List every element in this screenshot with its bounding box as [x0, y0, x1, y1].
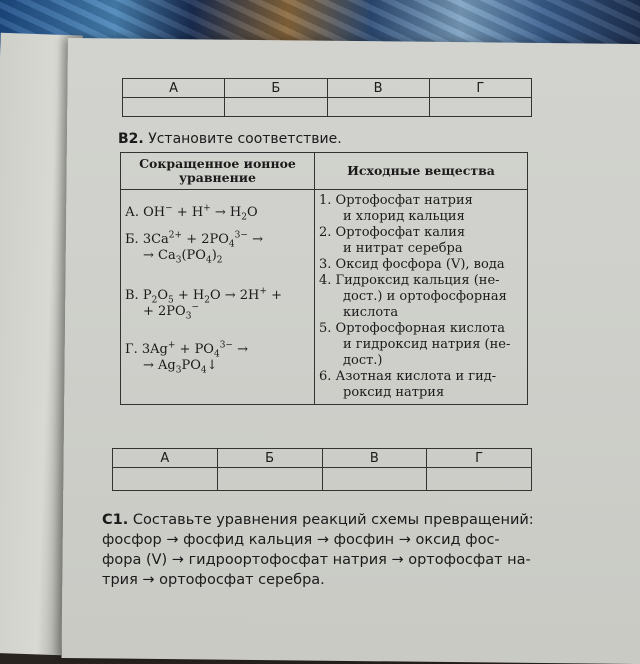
source-4-cont2: кислота [343, 305, 399, 320]
answer-header-v: В [322, 449, 427, 468]
task-c1-line-2: фосфор → фосфид кальция → фосфин → оксид фос- [102, 532, 500, 548]
answer-cell-v [322, 468, 427, 491]
source-2: 2. Ортофосфат калия [319, 225, 466, 240]
answer-table-bottom [112, 448, 532, 491]
answer-cell-v [327, 98, 429, 117]
right-column-header: Исходные вещества [315, 153, 528, 190]
task-b2-heading [118, 131, 342, 147]
answer-header-a: А [123, 79, 225, 98]
equation-b: Б. $3Ca^{2+} + 2PO_4^{3-}$ → → $Ca_3(PO_4)_2$ [125, 230, 263, 266]
source-4-cont: дост.) и ортофосфорная [343, 289, 507, 304]
source-2-cont: и нитрат серебра [343, 241, 463, 256]
answer-header-v: В [327, 79, 429, 98]
equation-g: Г. $3Ag^+ + PO_4^{3-}$ → → $Ag_3PO_4↓$ [125, 340, 249, 376]
task-c1-line-4: трия → ортофосфат серебра. [102, 572, 325, 588]
sources-cell [315, 190, 528, 405]
equation-v: В. $P_2O_5 + H_2O \to 2H^+$ + + $2PO_3^-$ [125, 286, 282, 322]
task-c1-number: С1. [102, 512, 129, 528]
task-b2-instruction: Установите соответствие. [148, 131, 342, 147]
left-column-header: Сокращенное ионное уравнение [121, 153, 315, 190]
answer-header-a: А [113, 449, 218, 468]
source-4: 4. Гидроксид кальция (не- [319, 273, 500, 288]
answer-table-top [122, 78, 532, 117]
answer-header-b: Б [225, 79, 327, 98]
source-6-cont: роксид натрия [343, 385, 445, 400]
answer-cell-g [427, 468, 532, 491]
matching-table [120, 152, 528, 405]
answer-cell-b [217, 468, 322, 491]
source-5-cont2: дост.) [343, 353, 383, 368]
source-3: 3. Оксид фосфора (V), вода [319, 257, 505, 272]
equation-a: А. $OH^- + H^+ \to H_2O$ [125, 203, 258, 223]
answer-cell-g [429, 98, 531, 117]
answer-cell-a [113, 468, 218, 491]
source-6: 6. Азотная кислота и гид- [319, 369, 497, 384]
source-1-cont: и хлорид кальция [343, 209, 465, 224]
answer-cell-a [123, 98, 225, 117]
answer-header-g: Г [429, 79, 531, 98]
task-c1 [102, 510, 552, 590]
task-c1-line-1: Составьте уравнения реакций схемы превращений: [132, 512, 534, 528]
equations-cell [121, 190, 315, 405]
task-b2-number: В2. [118, 131, 144, 147]
source-5: 5. Ортофосфорная кислота [319, 321, 505, 336]
source-1: 1. Ортофосфат натрия [319, 193, 473, 208]
answer-header-g: Г [427, 449, 532, 468]
answer-cell-b [225, 98, 327, 117]
answer-header-b: Б [217, 449, 322, 468]
source-5-cont: и гидроксид натрия (не- [343, 337, 511, 352]
task-c1-line-3: фора (V) → гидроортофосфат натрия → ортофосфат на- [102, 552, 531, 568]
